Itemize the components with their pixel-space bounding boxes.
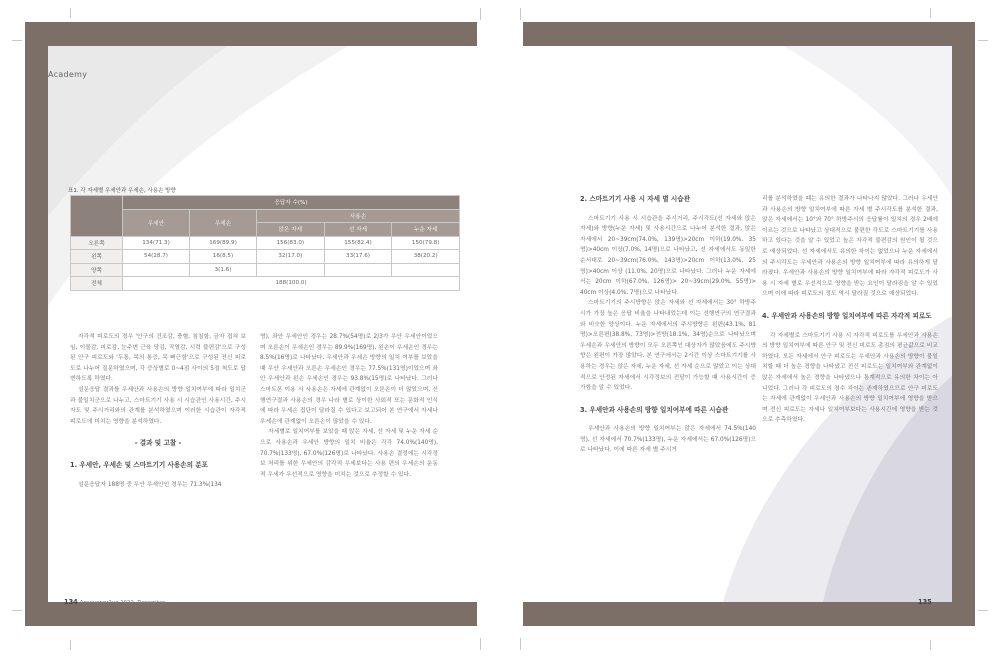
header-dominant-hand: 우세손: [190, 209, 257, 236]
table-cell: 169(89.9): [190, 236, 257, 250]
table-cell: 32(17.0): [257, 250, 325, 264]
table-cell: 156(83.0): [257, 236, 325, 250]
header-using-hand: 사용손: [257, 209, 460, 223]
crop-mark: [978, 610, 988, 611]
table-cell: 3(1.6): [190, 263, 257, 277]
table-cell: 54(28.7): [123, 250, 190, 264]
paragraph: 리를 분석하였을 때는 유의한 결과가 나타나지 않았다. 그러나 우세안과 사용손의 방향 일치여부에 따른 자세 별 주시각도를 분석한 결과, 앉은 자세에서는 10°와 70° 하방주시의 응답률이 일치의 경우 2배에 이르는 것으로 나타났고 상대적으로 불편한 각도로 스마트기기를 사용하고 있다는 것을 알 수 있었고 높은 자각적 불편감의 원인이 될 것으로 예상되었다. 선 자세에서도 유의한 차이는 없었으나 누운 자세에서의 주시각도는 우세안과 사용손의 방향 일치여부에 따라 유의하게 달라졌다. 우세안과 사용손의 방향 일치여부에 따라 자각적 피로도가 사용 시 자세 별로 우선적으로 영향을 받는 요인이 달라짐을 알 수 있었으며 이에 따라 피로도의 정도 역시 달라질 것으로 예상되었다.: [762, 196, 938, 298]
table-cell: 155(82.4): [324, 236, 392, 250]
header-dominant-eye: 우세안: [123, 209, 190, 236]
section-heading: - 결과 및 고찰 -: [134, 439, 182, 448]
subsection-heading: 1. 우세안, 우세손 및 스마트기기 사용손의 분포: [70, 460, 209, 469]
page-number-right: [918, 598, 932, 606]
table-row: [71, 263, 460, 277]
left-side-band: [25, 22, 48, 626]
crop-mark: [70, 8, 71, 18]
table-cell: 16(8.5): [190, 250, 257, 264]
page-number-left: [64, 598, 165, 606]
crop-mark: [520, 8, 521, 20]
paragraph: 자각적 피로도의 경우 '안구의 건조감, 충혈, 침침함, 금자 겹쳐 보임, 이물감, 피로감, 눈주변 근육 당김, 작열감, 시력 불편감'으로 구성된 안구 피로도와 '두통, 목의 통증, 목 뻐근함'으로 구성된 전신 피로도로 나누어 질문하였으며, 각 증상별로 0~4점 사이의 5점 척도로 답변하도록 하였다.: [70, 334, 246, 383]
header-lying: 누운 자세: [392, 223, 460, 237]
right-side-band: [952, 22, 975, 626]
magazine-logo: Academy: [48, 70, 88, 79]
table-cell: 150(79.8): [392, 236, 460, 250]
paragraph: 설문응답자 188명 중 우안 우세안인 경우는 71.3%(134: [78, 481, 222, 488]
table-cell: 33(17.6): [324, 250, 392, 264]
page-number: 135: [918, 598, 932, 606]
paragraph: 우세안과 사용손의 방향 일치여부는 앉은 자세에서 74.5%(140명), 선 자세에서 70.7%(133명), 누운 자세에서는 67.0%(126명)으로 나타났다. 이에 따른 자세 별 주시거: [580, 426, 756, 454]
paragraph: 설문응답 결과를 우세안과 사용손의 방향 일치여부에 따라 일치군과 불일치군으로 나누고, 스마트기기 사용 시 시습관인 사용시간, 주시자도 및 주시거리와의 관계를 분석하였으며 이러한 시습관이 자각적 피로도에 미치는 영향을 분석하였다.: [70, 386, 246, 425]
table-caption: 표1. 각 자세별 우세안과 우세손, 사용손 방향: [68, 188, 176, 194]
top-band: [523, 22, 975, 46]
subsection-heading: 3. 우세안과 사용손의 방향 일치여부에 따른 시습관: [580, 405, 729, 414]
right-column-2: [762, 194, 938, 426]
header-standing: 선 자세: [324, 223, 392, 237]
crop-mark: [480, 638, 481, 650]
bottom-band: [523, 602, 975, 626]
paragraph: 스마트기기의 주시방향은 앉은 자세와 선 자세에서는 30° 하방주시가 가장 높은 응답 비율을 나타내었는데 이는 선행연구의 연구결과와 비슷한 양상이다. 누운 자세에서의 주시방향은 왼편(43.1%, 81명)>오른편(38.8%, 73명)>전방(18.1%, 34명)순으로 나타났으며 우세손과 우세안의 방향이 모두 오른쪽인 대상자가 많았음에도 주시방향은 왼편이 가장 많았다. 본 연구에서는 2시간 이상 스마트기기를 사용하는 경우는 앉은 자세, 누운 자세, 선 자세 순으로 많았고 이는 상대적으로 안정된 자세에서 시각정보의 전달이 가능할 때 사용시간이 증가함을 알 수 있었다.: [580, 300, 756, 392]
paragraph: 각 자세별로 스마트기기 사용 시 자각적 피로도를 우세안과 사용손의 방향 일치여부에 따른 안구 및 전신 피로도 총점의 평균값으로 비교하였다. 모든 자세에서 안구 피로도는 우세안과 사용손의 방향이 불일치할 때 더 높은 경향을 나타냈고 전신 피로도는 일치여부와 관계없이 앉은 자세에서 높은 경향을 나타냈으나 통계적으로 유의한 차이는 아니었다. 그러나 각 피로도의 점수 차이는 존재하였으므로 안구 피로도는 자세에 관계없이 우세안과 사용손의 방향 일치여부에 영향을 받으며 전신 피로도는 자세나 일치여부보다는 사용시간에 영향을 받는 것으로 추측하였다.: [762, 332, 938, 424]
paragraph: 자세별로 일치여부를 보았을 때 앉은 자세, 선 자세 및 누운 자세 순으로 사용손과 우세안 방향의 일치 비율은 각각 74.0%(140명), 70.7%(133명), 67.0%(126명)로 나타났다. 사용손 결정에는 시각정보 처리를 위한 우세안의 감각적 우세보다는 사용 편의 우세손의 운동적 우세가 우선적으로 영향을 미치는 것으로 추정할 수 있다.: [260, 429, 438, 478]
table-total-row: [71, 277, 460, 291]
paragraph: 명), 좌안 우세안인 경우는 28.7%(54명)로 2/3가 우안 우세안이었으며 오른손이 우세손인 경우는 89.9%(169명), 왼손이 우세손인 경우는 8.5%(16명)로 나타났다. 우세안과 우세손 방향의 일치 여부를 보았을 때 우안 우세안과 오른손 우세손인 경우는 77.5%(131명)이었으며 좌안 우세안과 왼손 우세손인 경우는 93.8%(15명)로 나타났다. 그러나 스마트폰 이용 시 사용손은 자세에 관계없이 오른손이 더 많았으며, 선행연구결과 사용손의 경우 나라 별로 상이한 사회적 또는 문화적 인식에 따라 우세손 집단이 달라질 수 있다고 보고되어 본 연구에서 자세나 우세손에 관계없이 오른손이 많았을 수 있다.: [260, 334, 438, 425]
table-cell: [257, 263, 325, 277]
left-column-2: [260, 332, 438, 480]
row-label: 오른쪽: [71, 236, 123, 250]
table-cell: [324, 263, 392, 277]
magazine-issue: Anseyongr2ye 2022. December: [79, 600, 166, 606]
crop-mark: [480, 8, 481, 20]
table-row: [71, 236, 460, 250]
table-total-cell: 188(100.0): [123, 277, 460, 291]
page-number: 134: [64, 598, 78, 606]
top-band: [25, 22, 477, 46]
crop-mark: [520, 638, 521, 650]
right-column-1: [580, 194, 756, 456]
table-cell: [123, 263, 190, 277]
table-group-header: 응답자 수(%): [123, 196, 460, 210]
left-column-1: [70, 332, 246, 490]
crop-mark: [978, 40, 988, 41]
crop-mark: [70, 640, 71, 650]
paragraph: 스마트기기 사용 시 시습관을 주시거리, 주시각도(선 자세와 앉은 자세)와 방향(누운 자세) 및 사용시간으로 나누어 분석한 결과, 앉은 자세에서 20~39cm(74.0%, 139명)>20cm 이하(19.0%, 35명)>40cm 이상(7.0%, 14명)으로 나타났고, 선 자세에서도 동일한 순서대로 20~39cm(76.0%, 143명)>20cm 이하(13.0%, 25명)>40cm 이상 (11.0%, 20명)으로 나타났다. 그러나 누운 자세에서는 20cm 이하(67.0%, 126명)> 20~39cm(29.0%, 55명)> 40cm 이상(4.0%, 7명)으로 나타났다.: [580, 215, 756, 296]
row-label: 전체: [71, 277, 123, 291]
data-table: [70, 195, 460, 291]
table-cell: 134(71.3): [123, 236, 190, 250]
table-cell: [392, 263, 460, 277]
header-sitting: 앉은 자세: [257, 223, 325, 237]
subsection-heading: 4. 우세안과 사용손의 방향 일치여부에 따른 자각적 피로도: [762, 311, 932, 320]
row-label: 양쪽: [71, 263, 123, 277]
crop-mark: [12, 610, 22, 611]
left-page: [25, 22, 477, 626]
subsection-heading: 2. 스마트기기 사용 시 자세 별 시습관: [580, 195, 691, 203]
table-corner: [71, 196, 123, 237]
decorative-swoosh: [48, 46, 477, 602]
row-label: 왼쪽: [71, 250, 123, 264]
crop-mark: [930, 8, 931, 18]
crop-mark: [930, 640, 931, 650]
table-row: [71, 250, 460, 264]
table-cell: 38(20.2): [392, 250, 460, 264]
crop-mark: [12, 40, 22, 41]
